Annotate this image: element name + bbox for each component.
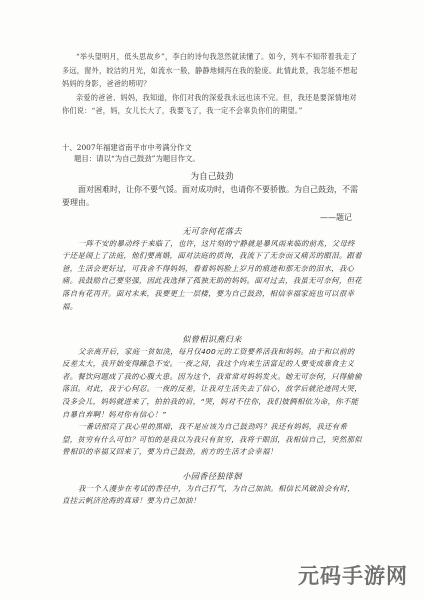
top-text-block: [62, 50, 362, 118]
section-subtitle: 小园香径独徘徊: [182, 471, 242, 481]
essay-intro: 面对困难时，让你不要气馁。面对成功时，也请你不要骄傲。为自己鼓劲，不需要理由。: [62, 185, 358, 207]
site-watermark: 元码手游网: [298, 564, 408, 588]
question-header: [62, 142, 200, 164]
essay-section: [62, 333, 362, 459]
section-paragraph: 一番话照亮了我心里的黑暗，我不是应该为自己鼓劲吗？我还有妈妈，我还有希望，贫穷有什么可怕？可怕的是我以为我只有贫穷，我将干眼泪，我相信自己，突然那似曾相识的幸福又回来了，要为自己鼓劲，前方的生活才会幸福！: [62, 422, 362, 457]
essay-section: [62, 470, 362, 508]
essay-intro-block: [62, 183, 362, 209]
section-paragraph: 父亲离开后，家庭一贫如洗，每月仅400元的工资要养活我和妈妈。由于和以前的反差太大，我开始变得躁急不安。一夜之间，我这个向来生活富足的人要变成靠食主义者。餐饮问题成了我的心腹大患。因为这个，我常常对妈妈发火。她无可奈何，只得偷偷落泪。对此，我于心何忍。一夜的反差，让我对生活失去了信心，放学后就沦迹同大哭，没多会儿，妈妈就进来了，拍拍我的肩，“哭，妈对不住你，我们彼俩相依为命，你不能自暴自弃啊！妈对你有信心！”: [62, 346, 362, 419]
question-prompt: 题目：请以“为自己鼓劲”为题目作文。: [74, 154, 200, 163]
section-paragraph: 一阵不安的暴动终于来临了，也许，这片刻的宁静就是暴风雨来临的前兆，父母终于还是闹上了法庭，他们要离婚，面对法庭的质询，我流下了无奈而又痛苦的眼泪。跟着爸，生活会更好过，可我舍不得妈妈，看着妈妈脸上岁月的痕迹和那无奈的泪水，我心痛。我鼓励自己要坚强，因此我选择了孤独无助的妈妈。面对过去，我虽无可奈何，但花落自有花再开。面对未来，我要更上一层楼，要为自己鼓劲，相信幸福家庭也可以很幸福。: [62, 238, 362, 311]
section-paragraph: 我一个人漫步在考试的香径中，为自己打气，为自己加油。相信长风破浪会有时，直挂云帆济沧海的真谛！要为自己加油！: [62, 483, 355, 506]
question-heading: 十、2007年福建省南平市中考满分作文: [62, 143, 192, 152]
top-paragraph: “举头望明月，低头思故乡”，李白的诗句我忽然就读懂了。如今，列车不知带着我走了多远，窗外，皎洁的月光，如流水一般，静静地倾泻在我的脸庞。此情此景，我怎能不想起妈妈的身影，爸爸的唠叨？: [62, 52, 358, 88]
epigraph: ——题记: [320, 213, 352, 222]
section-subtitle: 无可奈何花落去: [182, 226, 242, 236]
top-paragraph: 亲爱的爸爸、妈妈，我知道，你们对我的深爱我永远也读不完。但，我还是要深情地对你们说：“爸，妈，女儿长大了，我要飞了，我一定不会辜负你们的期望。”: [62, 92, 357, 115]
essay-title: 为自己鼓劲: [190, 172, 234, 182]
section-subtitle: 似曾相识燕归来: [182, 334, 242, 344]
essay-section: [62, 225, 362, 313]
